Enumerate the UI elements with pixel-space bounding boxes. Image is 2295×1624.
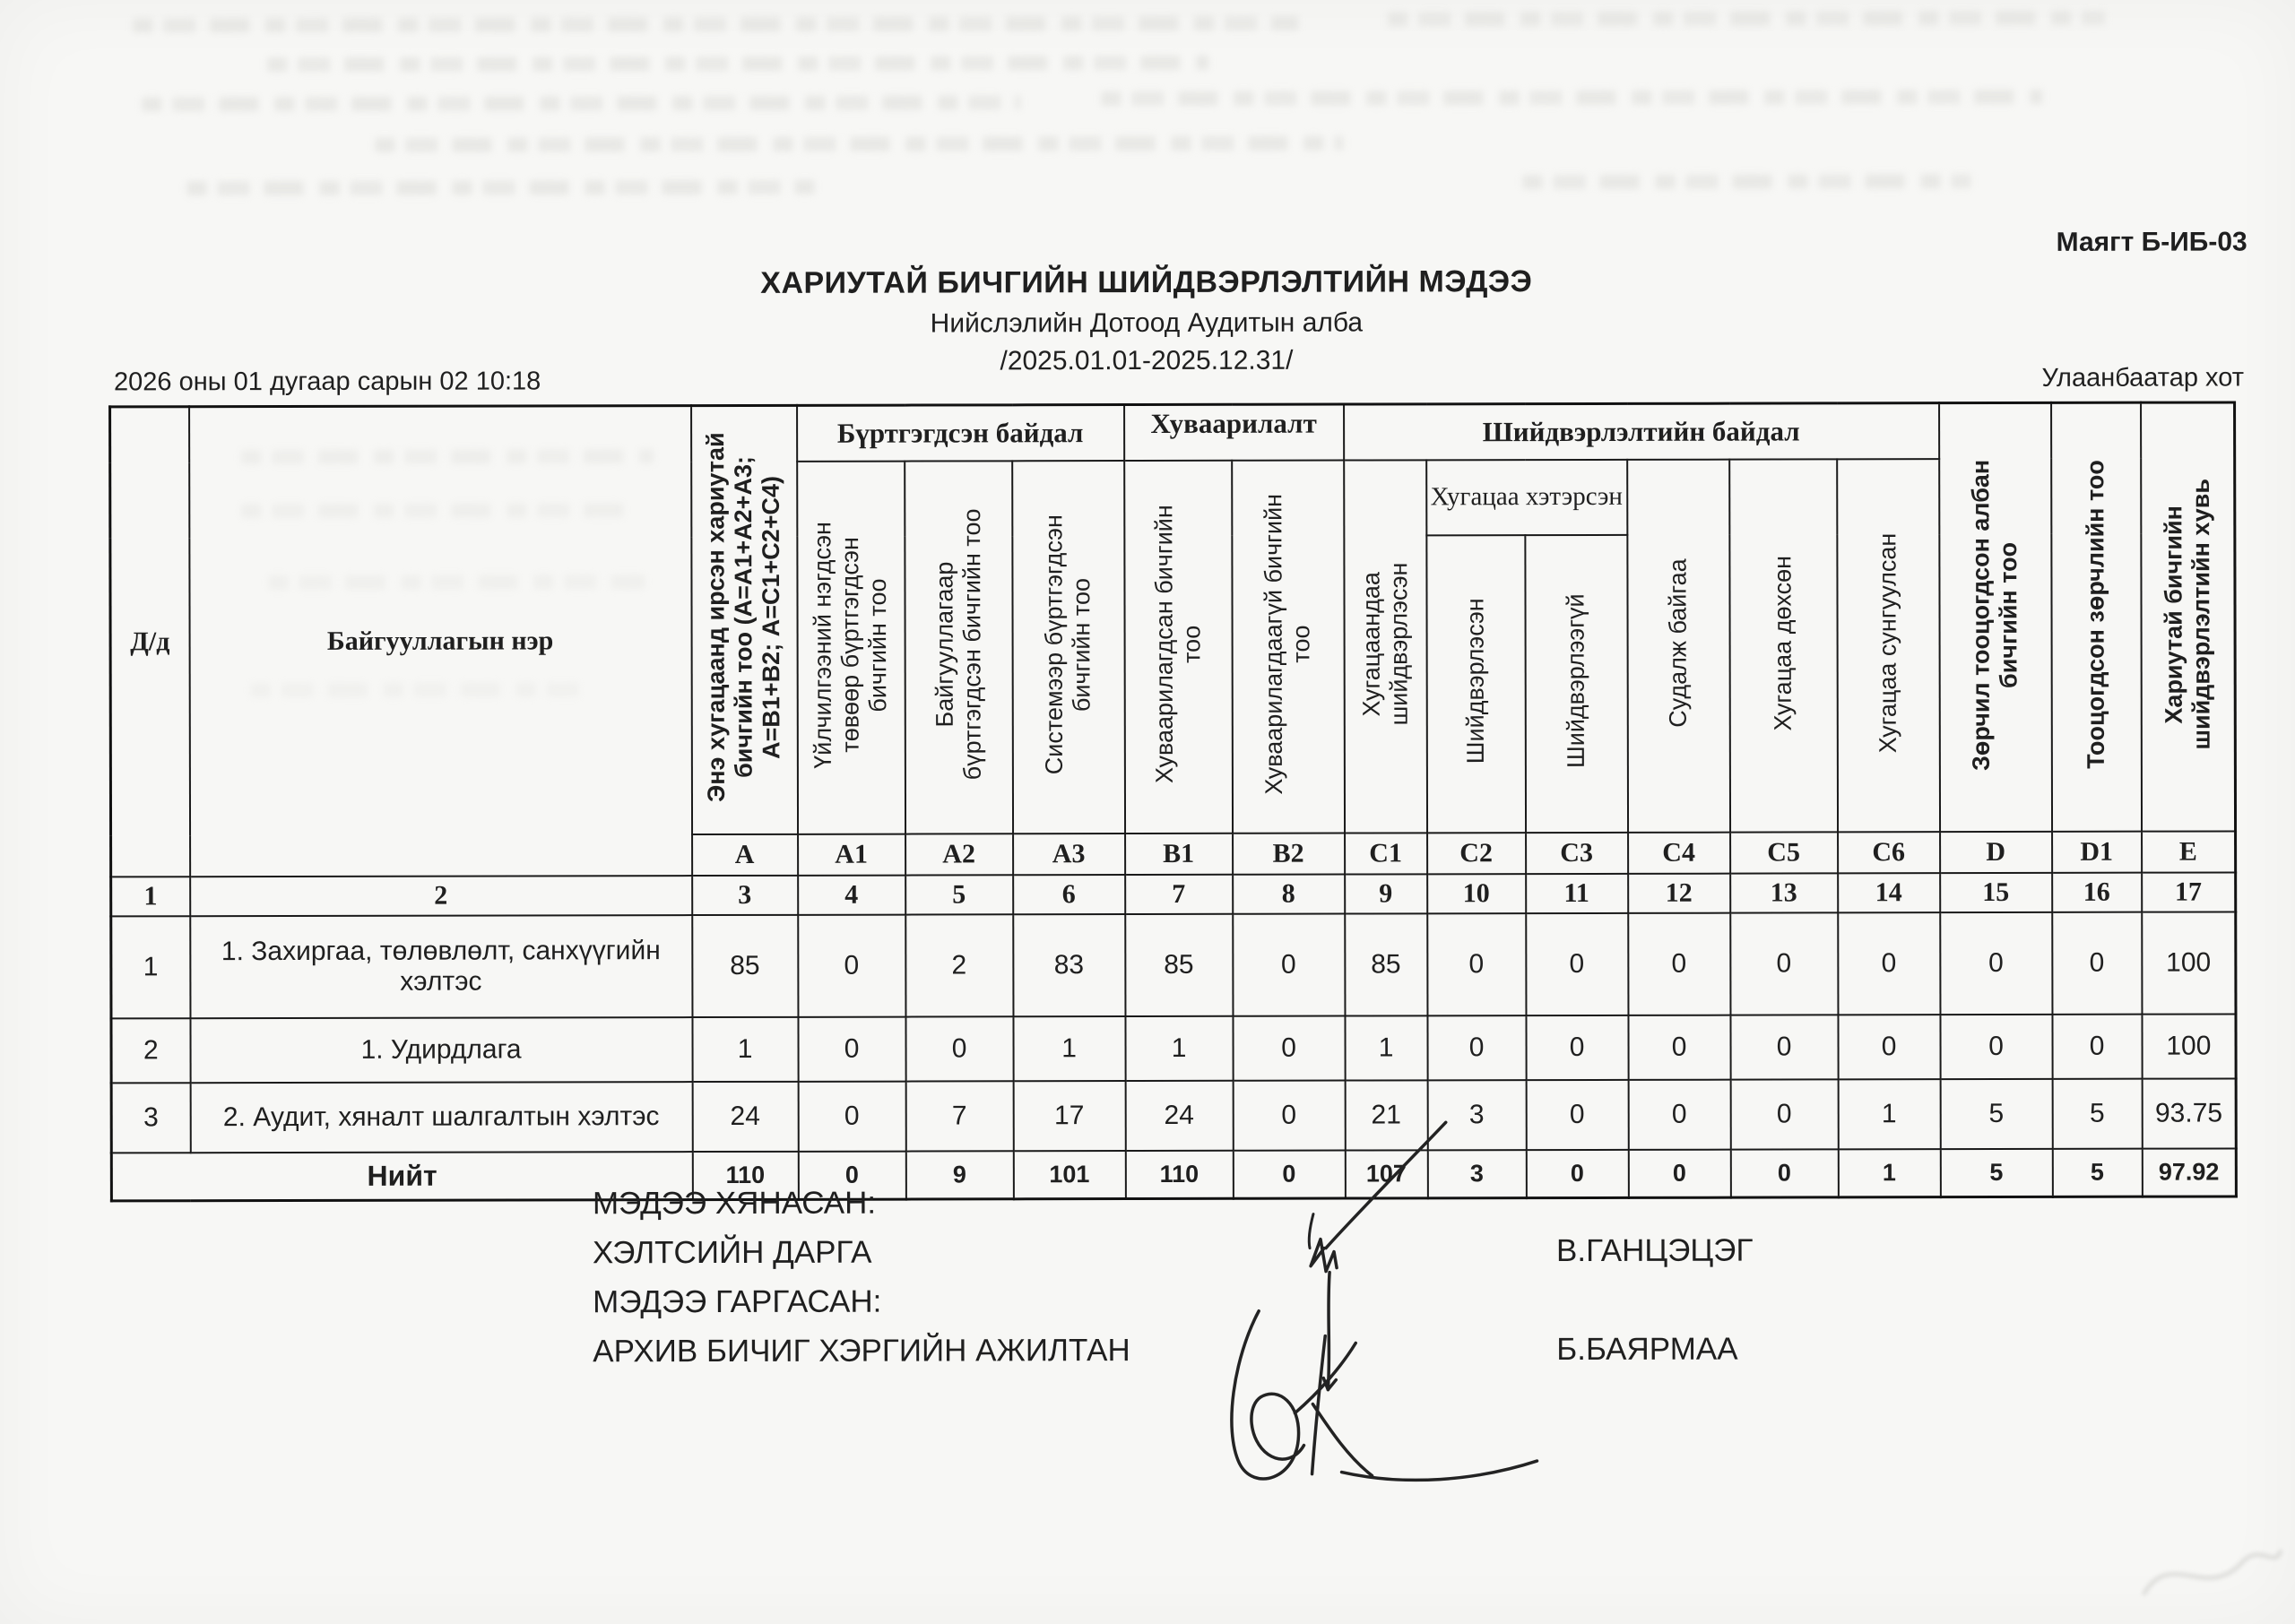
cell: 0: [1628, 1015, 1730, 1079]
cell: 0: [1427, 913, 1526, 1015]
total-cell: 110: [692, 1151, 798, 1199]
col-header-a: Энэ хугацаанд ирсэн хариутай бичгийн тоо (А=А1+А2+А3; А=В1+В2; А=С1+С2+С4): [691, 405, 798, 834]
col-letter: С3: [1526, 832, 1628, 873]
col-number: 11: [1526, 873, 1628, 912]
col-number: 17: [2142, 872, 2236, 911]
cell: 93.75: [2142, 1078, 2236, 1148]
col-number: 7: [1125, 874, 1233, 913]
col-header-c6: Хугацаа сунгуулсан: [1837, 459, 1940, 832]
col-header-e: Хариутай бичгийн шийдвэрлэлтийн хувь: [2141, 402, 2236, 831]
col-header-c3: Шийдвэрлээгүй: [1525, 534, 1628, 832]
col-number: 2: [190, 876, 692, 916]
col-number: 12: [1628, 873, 1730, 912]
cell: 1: [1838, 1079, 1940, 1149]
col-number: 6: [1013, 875, 1125, 914]
col-letter: А3: [1013, 834, 1125, 875]
col-header-c5: Хугацаа дөхсөн: [1729, 459, 1838, 832]
col-header-c1: Хугацаандаа шийдвэрлэсэн: [1344, 460, 1427, 833]
total-cell: 0: [1730, 1149, 1838, 1197]
bleedthrough-smudge: [1388, 11, 2105, 27]
col-letter: D: [1940, 831, 2052, 872]
total-row: [111, 1148, 2236, 1201]
cell: 0: [905, 1016, 1013, 1081]
prepared-title: АРХИВ БИЧИГ ХЭРГИЙН АЖИЛТАН: [593, 1333, 1130, 1369]
document-title: ХАРИУТАЙ БИЧГИЙН ШИЙДВЭРЛЭЛТИЙН МЭДЭЭ: [760, 264, 1533, 300]
org-name: 1. Захиргаа, төлөвлөлт, санхүүгийн хэлтэс: [190, 915, 692, 1018]
reviewed-label: МЭДЭЭ ХЯНАСАН:: [592, 1185, 877, 1222]
col-number: 16: [2052, 872, 2142, 911]
col-number: 14: [1838, 873, 1940, 912]
bleedthrough-smudge: [187, 180, 815, 195]
cell: 0: [1233, 1080, 1345, 1150]
report-table: [108, 401, 2238, 1202]
col-number: 3: [692, 875, 798, 914]
reviewed-title: ХЭЛТСИЙН ДАРГА: [592, 1234, 872, 1271]
col-letter: С2: [1427, 833, 1526, 874]
total-cell: 107: [1345, 1150, 1427, 1198]
table-row: [111, 1078, 2236, 1153]
bleedthrough-smudge: [1101, 90, 2042, 106]
col-number: 9: [1345, 874, 1427, 913]
form-code: Маягт Б-ИБ-03: [2056, 227, 2247, 257]
group-header-allocation: Хуваарилалт: [1124, 404, 1344, 461]
col-letter: С6: [1838, 832, 1940, 873]
column-number-row: [111, 872, 2236, 916]
cell: 0: [1427, 1015, 1526, 1080]
table-row: [111, 1014, 2236, 1083]
cell: 7: [905, 1081, 1013, 1151]
cell: 5: [1940, 1078, 2052, 1148]
cell: 24: [1125, 1080, 1233, 1150]
row-number: 2: [111, 1018, 190, 1083]
cell: 0: [1838, 912, 1940, 1015]
col-header-c2: Шийдвэрлэсэн: [1426, 535, 1526, 833]
prepared-name: Б.БАЯРМАА: [1556, 1331, 1738, 1368]
table-row: [111, 911, 2236, 1018]
col-header-d: Зөрчил тооцогдсон албан бичгийн тоо: [1939, 402, 2052, 831]
cell: 0: [1628, 1079, 1730, 1149]
total-cell: 5: [1940, 1148, 2052, 1196]
cell: 1: [1013, 1016, 1125, 1081]
cell: 100: [2142, 1014, 2236, 1078]
cell: 0: [2052, 911, 2142, 1014]
total-cell: 3: [1427, 1150, 1526, 1198]
cell: 0: [798, 1016, 905, 1081]
cell: 0: [798, 1081, 905, 1151]
col-header-b1: Хуваарилагдсан бичгийн тоо: [1124, 460, 1233, 833]
bleedthrough-smudge: [1523, 174, 1971, 189]
cell: 21: [1345, 1080, 1427, 1150]
row-number: 1: [111, 916, 190, 1018]
col-letter: В1: [1125, 833, 1233, 874]
col-number: 13: [1730, 873, 1838, 912]
cell: 17: [1013, 1081, 1125, 1151]
cell: 100: [2142, 911, 2236, 1014]
col-number: 15: [1940, 872, 2052, 911]
cell: 0: [1526, 1015, 1628, 1079]
group-header-registered: Бүртгэгдсэн байдал: [797, 405, 1124, 462]
col-letter: С5: [1730, 832, 1838, 873]
cell: 85: [1345, 913, 1427, 1015]
prepared-label: МЭДЭЭ ГАРГАСАН:: [593, 1283, 882, 1320]
cell: 0: [1940, 1014, 2052, 1078]
total-cell: 110: [1125, 1150, 1233, 1198]
col-header-org: Байгууллагын нэр: [189, 406, 692, 877]
cell: 0: [1233, 1015, 1345, 1080]
total-cell: 101: [1013, 1151, 1125, 1199]
cell: 2: [905, 914, 1013, 1016]
cell: 85: [692, 914, 798, 1016]
print-timestamp: 2026 оны 01 дугаар сарын 02 10:18: [113, 367, 541, 397]
cell: 85: [1125, 913, 1233, 1015]
bleedthrough-smudge: [267, 56, 1208, 72]
bleedthrough-smudge: [142, 95, 1020, 111]
total-cell: 0: [1233, 1150, 1345, 1198]
col-header-a2: Байгууллагаар бүртгэгдсэн бичгийн тоо: [905, 461, 1013, 834]
total-cell: 0: [798, 1151, 905, 1199]
total-cell: 0: [1526, 1149, 1628, 1197]
total-cell: 0: [1628, 1149, 1730, 1197]
total-cell: 5: [2052, 1148, 2142, 1196]
cell: 0: [1628, 912, 1730, 1015]
cell: 1: [1345, 1015, 1427, 1080]
bleedthrough-smudge: [133, 16, 1298, 33]
group-header-resolution: Шийдвэрлэлтийн байдал: [1344, 403, 1939, 460]
col-header-c4: Судалж байгаа: [1627, 459, 1730, 832]
cell: 0: [798, 914, 905, 1016]
col-header-b2: Хуваарилагдаагүй бичгийн тоо: [1232, 460, 1345, 833]
col-number: 4: [798, 875, 905, 914]
organization-name: Нийслэлийн Дотоод Аудитын алба: [930, 307, 1364, 339]
col-letter: А1: [798, 834, 905, 875]
col-header-a1: Үйлчилгээний нэгдсэн төвөөр бүртгэгдсэн бичгийн тоо: [797, 461, 905, 834]
col-letter: С1: [1345, 833, 1427, 874]
cell: 0: [1940, 911, 2052, 1014]
col-letter: D1: [2052, 831, 2142, 872]
col-letter: А2: [905, 834, 1013, 875]
col-number: 10: [1427, 874, 1526, 913]
cell: 3: [1427, 1080, 1526, 1150]
cell: 1: [1125, 1015, 1233, 1080]
total-label: Нийт: [111, 1152, 692, 1201]
reviewed-name: В.ГАНЦЭЦЭГ: [1555, 1232, 1754, 1269]
cell: 1: [692, 1016, 798, 1081]
row-number: 3: [111, 1083, 190, 1153]
col-letter: В2: [1233, 833, 1345, 874]
col-number: 1: [111, 877, 190, 916]
total-cell: 97.92: [2142, 1148, 2236, 1196]
cell: 0: [1730, 912, 1838, 1015]
org-name: 2. Аудит, хяналт шалгалтын хэлтэс: [190, 1082, 692, 1153]
city-label: Улаанбаатар хот: [2041, 363, 2245, 393]
cell: 0: [1838, 1015, 1940, 1079]
cell: 0: [1233, 913, 1345, 1015]
cell: 5: [2052, 1078, 2142, 1148]
cell: 83: [1013, 914, 1125, 1016]
bleedthrough-smudge: [375, 136, 1343, 152]
cell: 0: [1526, 912, 1628, 1015]
col-letter: С4: [1628, 832, 1730, 873]
header-group-row: [110, 402, 2235, 462]
col-header-dd: Д/д: [110, 407, 190, 877]
col-letter: А: [692, 834, 798, 875]
col-number: 5: [905, 875, 1013, 914]
total-cell: 1: [1838, 1149, 1940, 1197]
cell: 0: [1730, 1015, 1838, 1079]
signature-bayarmaa: [1207, 1303, 1565, 1497]
cell: 24: [692, 1081, 798, 1151]
total-cell: 9: [905, 1151, 1013, 1199]
col-header-d1: Тооцогдсон зөрчлийн тоо: [2051, 402, 2142, 831]
group-header-overdue: Хугацаа хэтэрсэн: [1426, 459, 1627, 534]
col-header-a3: Системээр бүртгэгдсэн бичгийн тоо: [1012, 461, 1125, 834]
report-period: /2025.01.01-2025.12.31/: [1000, 345, 1294, 376]
col-number: 8: [1233, 874, 1345, 913]
org-name: 1. Удирдлага: [190, 1017, 692, 1083]
col-letter: E: [2142, 831, 2236, 872]
cell: 0: [1730, 1079, 1838, 1149]
cell: 0: [2052, 1014, 2142, 1078]
faint-scribble: [2135, 1512, 2288, 1620]
cell: 0: [1526, 1079, 1628, 1149]
